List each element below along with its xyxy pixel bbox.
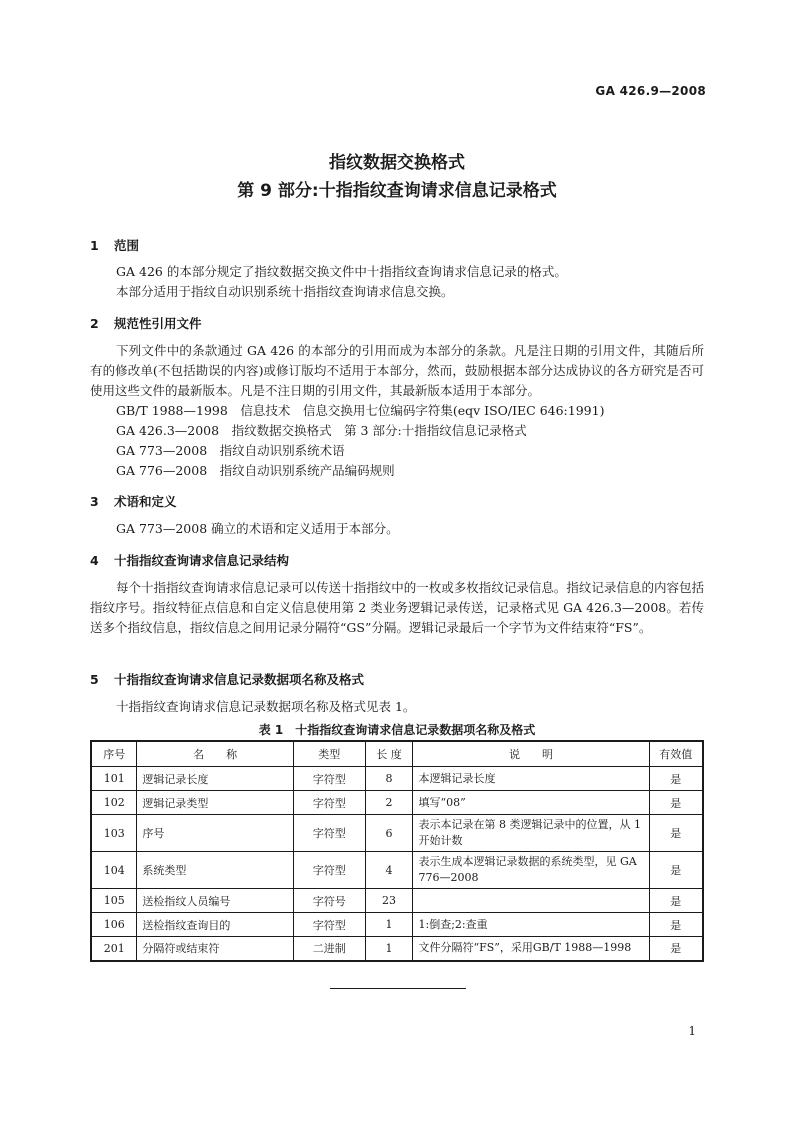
cell-seq: 201 — [91, 937, 137, 961]
section-5-para-1: 十指指纹查询请求信息记录数据项名称及格式见表 1。 — [116, 699, 416, 714]
table-row — [91, 815, 703, 852]
cell-description: 本逻辑记录长度 — [413, 767, 649, 791]
section-3-title: 术语和定义 — [114, 494, 177, 509]
cell-length: 23 — [365, 889, 413, 913]
section-1-number: 1 — [90, 238, 99, 253]
cell-valid: 是 — [649, 852, 703, 889]
reference-2: GA 426.3—2008 指纹数据交换格式 第 3 部分:十指指纹信息记录格式 — [116, 423, 527, 438]
cell-description: 表示本记录在第 8 类逻辑记录中的位置，从 1 开始计数 — [413, 815, 649, 852]
cell-type: 字符型 — [293, 852, 365, 889]
section-3-heading — [90, 492, 177, 510]
section-5-heading — [90, 670, 364, 688]
cell-seq: 104 — [91, 852, 137, 889]
cell-type: 二进制 — [293, 937, 365, 961]
section-5-number: 5 — [90, 672, 99, 687]
cell-type: 字符型 — [293, 913, 365, 937]
cell-description: 填写“08” — [413, 791, 649, 815]
cell-valid: 是 — [649, 815, 703, 852]
table-row — [91, 791, 703, 815]
cell-name: 序号 — [137, 815, 293, 852]
section-2-para-1: 下列文件中的条款通过 GA 426 的本部分的引用而成为本部分的条款。凡是注日期的引用文件，其随后所有的修改单(不包括勘误的内容)或修订版均不适用于本部分，然而，鼓励根据本部分达成协议的各方研究是否可使用这些文件的最新版本。凡是不注日期的引用文件，其最新版本适用于本部分。 — [90, 343, 704, 398]
section-4-title: 十指指纹查询请求信息记录结构 — [114, 553, 290, 568]
table-row — [91, 889, 703, 913]
cell-name: 逻辑记录类型 — [137, 791, 293, 815]
cell-name: 逻辑记录长度 — [137, 767, 293, 791]
cell-length: 1 — [365, 937, 413, 961]
header-type: 类型 — [293, 741, 365, 767]
cell-valid: 是 — [649, 913, 703, 937]
section-3-para-1: GA 773—2008 确立的术语和定义适用于本部分。 — [116, 521, 399, 536]
cell-name: 系统类型 — [137, 852, 293, 889]
cell-seq: 101 — [91, 767, 137, 791]
cell-type: 字符型 — [293, 815, 365, 852]
table-header-row — [91, 741, 703, 767]
table-row — [91, 937, 703, 961]
page-number: 1 — [688, 1024, 696, 1038]
table-row — [91, 767, 703, 791]
cell-name: 送检指纹人员编号 — [137, 889, 293, 913]
header-seq: 序号 — [91, 741, 137, 767]
section-3-number: 3 — [90, 494, 99, 509]
cell-valid: 是 — [649, 767, 703, 791]
header-name: 名 称 — [137, 741, 293, 767]
cell-seq: 103 — [91, 815, 137, 852]
cell-seq: 106 — [91, 913, 137, 937]
section-1-heading — [90, 236, 139, 254]
cell-valid: 是 — [649, 889, 703, 913]
section-4-number: 4 — [90, 553, 99, 568]
document-title: 指纹数据交换格式 — [329, 153, 465, 173]
table-caption: 表 1 十指指纹查询请求信息记录数据项名称及格式 — [258, 723, 536, 737]
cell-length: 1 — [365, 913, 413, 937]
table-row — [91, 913, 703, 937]
cell-length: 6 — [365, 815, 413, 852]
reference-3: GA 773—2008 指纹自动识别系统术语 — [116, 443, 345, 458]
document-subtitle: 第 9 部分:十指指纹查询请求信息记录格式 — [237, 181, 557, 201]
section-4-heading — [90, 551, 289, 569]
cell-valid: 是 — [649, 791, 703, 815]
cell-description — [413, 889, 649, 913]
section-1-para-1: GA 426 的本部分规定了指纹数据交换文件中十指指纹查询请求信息记录的格式。 — [116, 264, 567, 279]
cell-description: 1:倒查;2:查重 — [413, 913, 649, 937]
section-5-title: 十指指纹查询请求信息记录数据项名称及格式 — [114, 672, 365, 687]
section-2-heading — [90, 314, 202, 332]
end-of-document-line — [330, 988, 466, 989]
data-items-table — [90, 740, 704, 962]
cell-name: 送检指纹查询目的 — [137, 913, 293, 937]
header-valid: 有效值 — [649, 741, 703, 767]
cell-type: 字符型 — [293, 767, 365, 791]
cell-length: 2 — [365, 791, 413, 815]
standard-code: GA 426.9—2008 — [595, 84, 706, 98]
section-2-title: 规范性引用文件 — [114, 316, 202, 331]
header-length: 长 度 — [365, 741, 413, 767]
cell-length: 8 — [365, 767, 413, 791]
section-2-number: 2 — [90, 316, 99, 331]
section-1-para-2: 本部分适用于指纹自动识别系统十指指纹查询请求信息交换。 — [116, 284, 454, 299]
cell-length: 4 — [365, 852, 413, 889]
cell-type: 字符型 — [293, 791, 365, 815]
reference-4: GA 776—2008 指纹自动识别系统产品编码规则 — [116, 463, 395, 478]
cell-name: 分隔符或结束符 — [137, 937, 293, 961]
table-row — [91, 852, 703, 889]
cell-description: 表示生成本逻辑记录数据的系统类型，见 GA 776—2008 — [413, 852, 649, 889]
cell-valid: 是 — [649, 937, 703, 961]
section-4-para-1: 每个十指指纹查询请求信息记录可以传送十指指纹中的一枚或多枚指纹记录信息。指纹记录信息的内容包括指纹序号。指纹特征点信息和自定义信息使用第 2 类业务逻辑记录传送，记录格式见 GA 426.3—2008。若传送多个指纹信息，指纹信息之间用记录分隔符“GS”分隔。逻辑记录最后一个字节为文件结束符“FS”。 — [90, 580, 704, 635]
cell-type: 字符号 — [293, 889, 365, 913]
cell-seq: 105 — [91, 889, 137, 913]
section-1-title: 范围 — [114, 238, 140, 253]
cell-description: 文件分隔符“FS”，采用GB/T 1988—1998 — [413, 937, 649, 961]
header-description: 说 明 — [413, 741, 649, 767]
cell-seq: 102 — [91, 791, 137, 815]
reference-1: GB/T 1988—1998 信息技术 信息交换用七位编码字符集(eqv ISO/IEC 646:1991) — [116, 403, 605, 418]
